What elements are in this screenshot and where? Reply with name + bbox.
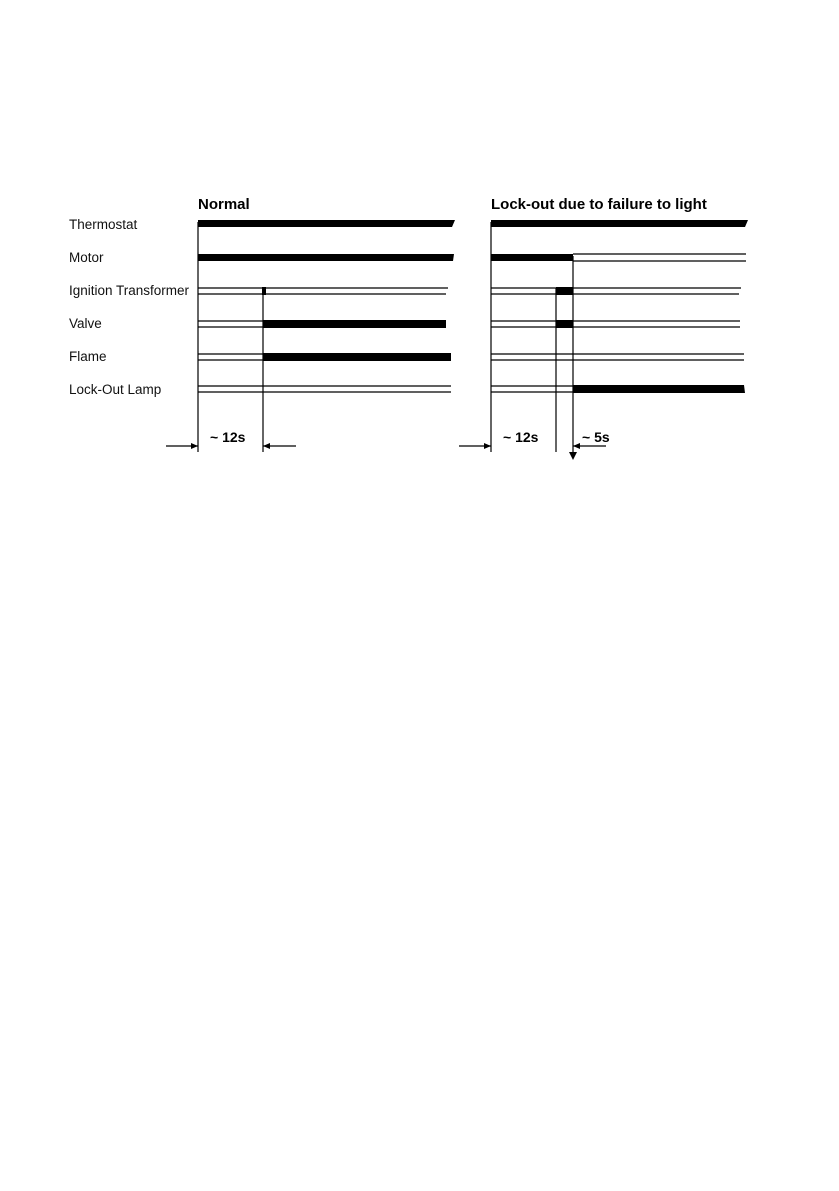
label-ignition-transformer: Ignition Transformer xyxy=(69,283,190,298)
lockout-title: Lock-out due to failure to light xyxy=(491,196,707,213)
lockout-dimension-arrow-left xyxy=(484,443,491,449)
lockout-time-label-1: ~ 12s xyxy=(503,429,539,445)
label-valve: Valve xyxy=(69,316,102,331)
lockout-lamp-on xyxy=(573,385,745,393)
lockout-dimension-arrow-right xyxy=(573,443,580,449)
normal-dimension-arrow-left xyxy=(191,443,198,449)
normal-panel xyxy=(166,196,455,452)
lockout-ignition-pulse xyxy=(556,287,573,295)
normal-time-label: ~ 12s xyxy=(210,429,246,445)
normal-title: Normal xyxy=(198,196,250,213)
normal-motor-on xyxy=(198,254,454,261)
lockout-thermostat-on xyxy=(491,220,748,227)
normal-dimension-arrow-right xyxy=(263,443,270,449)
label-flame: Flame xyxy=(69,349,107,364)
normal-valve-on xyxy=(263,320,446,328)
lockout-panel xyxy=(459,196,748,460)
lockout-down-arrow xyxy=(569,452,577,460)
lockout-valve-pulse xyxy=(556,320,573,328)
normal-flame-on xyxy=(263,353,451,361)
label-thermostat: Thermostat xyxy=(69,217,138,232)
lockout-motor-on xyxy=(491,254,573,261)
label-lock-out-lamp: Lock-Out Lamp xyxy=(69,382,162,397)
normal-thermostat-on xyxy=(198,220,455,227)
label-motor: Motor xyxy=(69,250,104,265)
lockout-time-label-2: ~ 5s xyxy=(582,429,610,445)
